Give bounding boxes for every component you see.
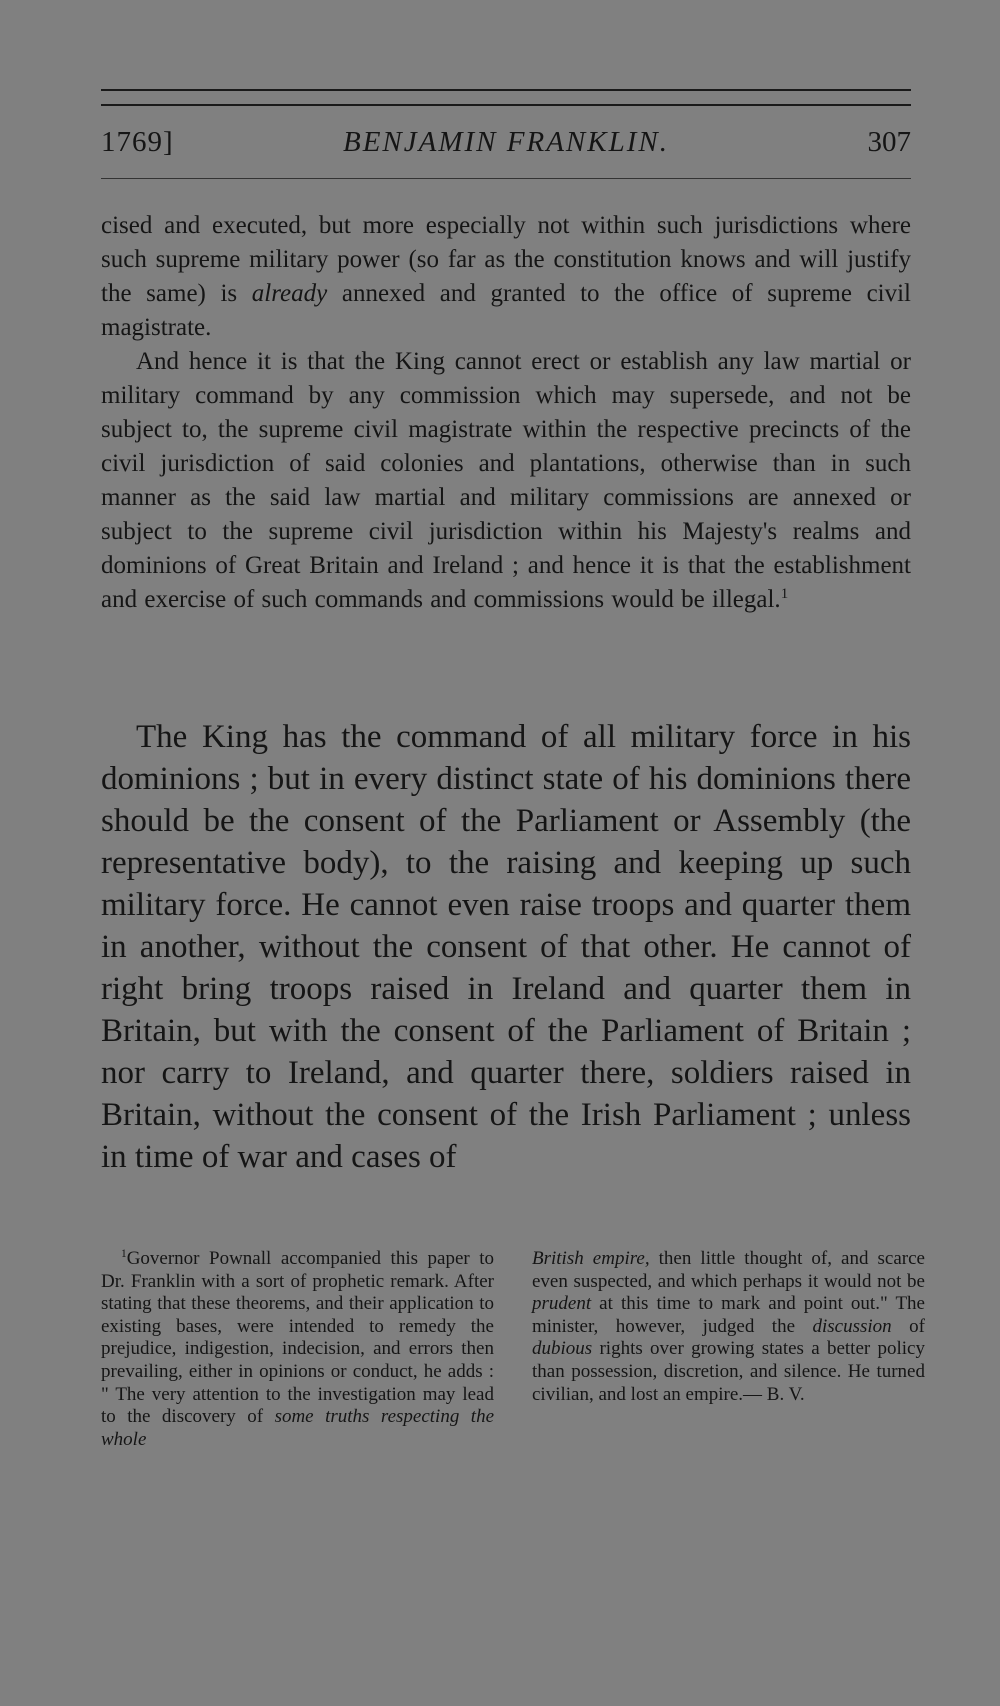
footnote-column-left: [101, 1248, 494, 1451]
header-rule: [101, 178, 911, 179]
footnotes: [101, 1248, 925, 1508]
page-number: 307: [867, 126, 911, 158]
quote-paragraph-1: cised and executed, but more especially not within such jurisdictions where such supreme military power (so far as the constitution knows and will justify the same) is already annexed and granted to the office of supreme civil magistrate.: [101, 212, 911, 341]
top-rule: [101, 89, 911, 91]
footnote-text-right: British empire, then little thought of, and scarce even suspected, and which perhaps it would not be prudent at this time to mark and point out." The minister, however, judged the discussion of dubious rights over growing states a better policy than possession, discretion, and silence. He turned civilian, and lost an empire.— B. V.: [532, 1248, 925, 1405]
quoted-passage: [101, 209, 911, 617]
footnote-marker: 1: [121, 1248, 127, 1261]
header-title: BENJAMIN FRANKLIN.: [343, 126, 669, 158]
footnote-column-right: [532, 1248, 925, 1406]
emphasis-already: already: [251, 280, 328, 307]
main-paragraph: The King has the command of all military force in his dominions ; but in every distinct state of his dominions there should be the consent of the Parliament or Assembly (the representative body), to the raising and keeping up such military force. He cannot even raise troops and quarter them in another, without the consent of that other. He cannot of right bring troops raised in Ireland and quarter them in Britain, but with the consent of the Parliament of Britain ; nor carry to Ireland, and quarter there, soldiers raised in Britain, without the consent of the Irish Parliament ; unless in time of war and cases of: [101, 719, 911, 1175]
footnote-text-left: $^1$Governor Pownall accompanied this paper to Dr. Franklin with a sort of prophetic remark. After stating that these theorems, and their application to existing bases, were intended to remedy the prejudice, indigestion, indecision, and errors then prevailing, either in opinions or conduct, he adds : " The very attention to the investigation may lead to the discovery of some truths respecting the whole: [101, 1248, 495, 1450]
main-text: [101, 716, 911, 1178]
quote-paragraph-2: And hence it is that the King cannot erect or establish any law martial or military command by any commission which may supersede, and not be subject to, the supreme civil magistrate within the respective precincts of the civil jurisdiction of said colonies and plantations, otherwise than in such manner as the said law martial and military commissions are annexed or subject to the supreme civil jurisdiction within his Majesty's realms and dominions of Great Britain and Ireland ; and hence it is that the establishment and exercise of such commands and commissions would be illegal.$^1$: [101, 348, 911, 613]
footnote-reference: 1: [780, 586, 789, 602]
header-year: 1769]: [101, 126, 174, 158]
book-page: [101, 0, 925, 1706]
top-rule-inner: [101, 104, 911, 106]
running-head: [101, 126, 911, 166]
